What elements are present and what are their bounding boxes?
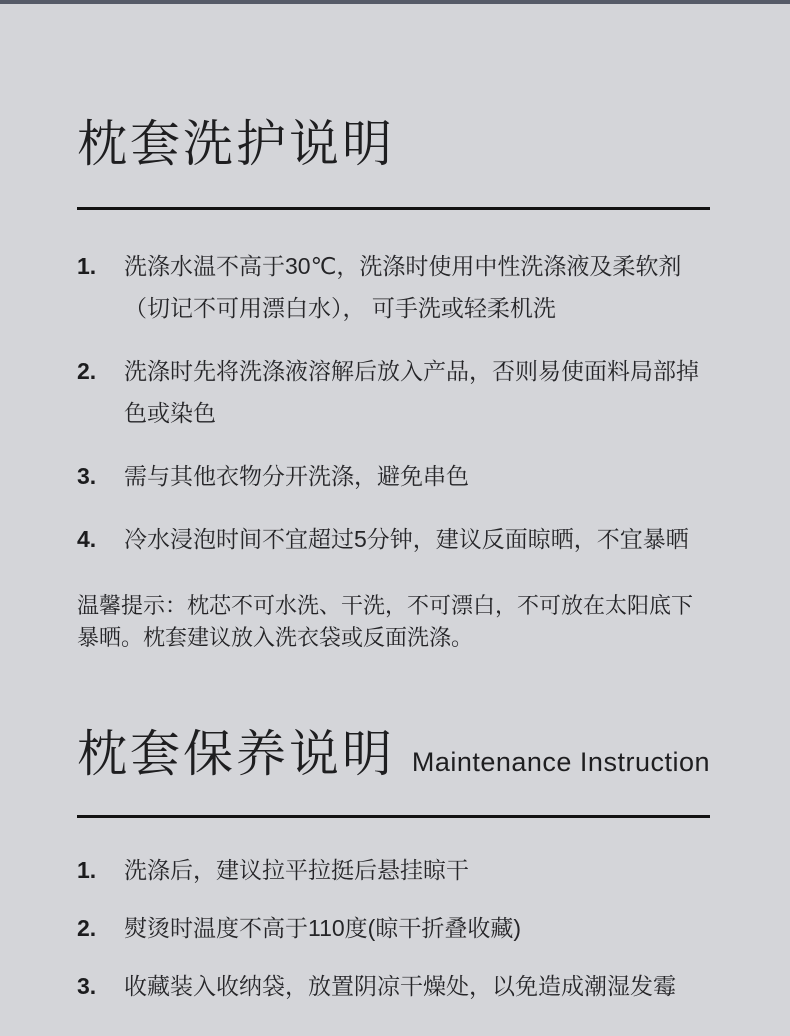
maintenance-section-subtitle: Maintenance Instruction <box>411 747 710 777</box>
list-item <box>77 245 710 329</box>
item-number: 4. <box>77 526 97 552</box>
item-number: 1. <box>77 253 97 279</box>
item-number: 3. <box>77 973 97 999</box>
item-number: 3. <box>77 463 97 489</box>
divider-rule <box>77 207 710 210</box>
item-text: 洗涤时先将洗涤液溶解后放入产品，否则易使面料局部掉色或染色 <box>124 358 699 426</box>
list-item <box>77 455 710 497</box>
item-number: 1. <box>77 857 97 883</box>
maintenance-instruction-list <box>77 856 710 1001</box>
item-text: 需与其他衣物分开洗涤，避免串色 <box>124 463 469 489</box>
item-text: 冷水浸泡时间不宜超过5分钟，建议反面晾晒，不宜暴晒 <box>124 526 689 552</box>
item-text: 洗涤后，建议拉平拉挺后悬挂晾干 <box>124 857 469 883</box>
list-item <box>77 856 710 885</box>
care-instruction-sheet <box>0 4 790 1001</box>
item-text: 熨烫时温度不高于110度(晾干折叠收藏) <box>124 915 521 941</box>
list-item <box>77 350 710 434</box>
item-number: 2. <box>77 358 97 384</box>
divider-rule <box>77 815 710 818</box>
washing-instruction-list <box>77 245 710 560</box>
list-item <box>77 972 710 1001</box>
item-number: 2. <box>77 915 97 941</box>
list-item <box>77 518 710 560</box>
item-text: 洗涤水温不高于30℃，洗涤时使用中性洗涤液及柔软剂（切记不可用漂白水）， 可手洗或轻柔机洗 <box>124 253 682 321</box>
maintenance-section-title: 枕套保养说明 <box>77 726 395 782</box>
list-item <box>77 914 710 943</box>
item-text: 收藏装入收纳袋，放置阴凉干燥处，以免造成潮湿发霉 <box>124 973 676 999</box>
maintenance-title-row <box>77 654 710 786</box>
washing-section-title: 枕套洗护说明 <box>77 116 395 172</box>
warm-tip-note: 温馨提示：枕芯不可水洗、干洗，不可漂白，不可放在太阳底下暴晒。枕套建议放入洗衣袋或反面洗涤。 <box>77 593 694 650</box>
